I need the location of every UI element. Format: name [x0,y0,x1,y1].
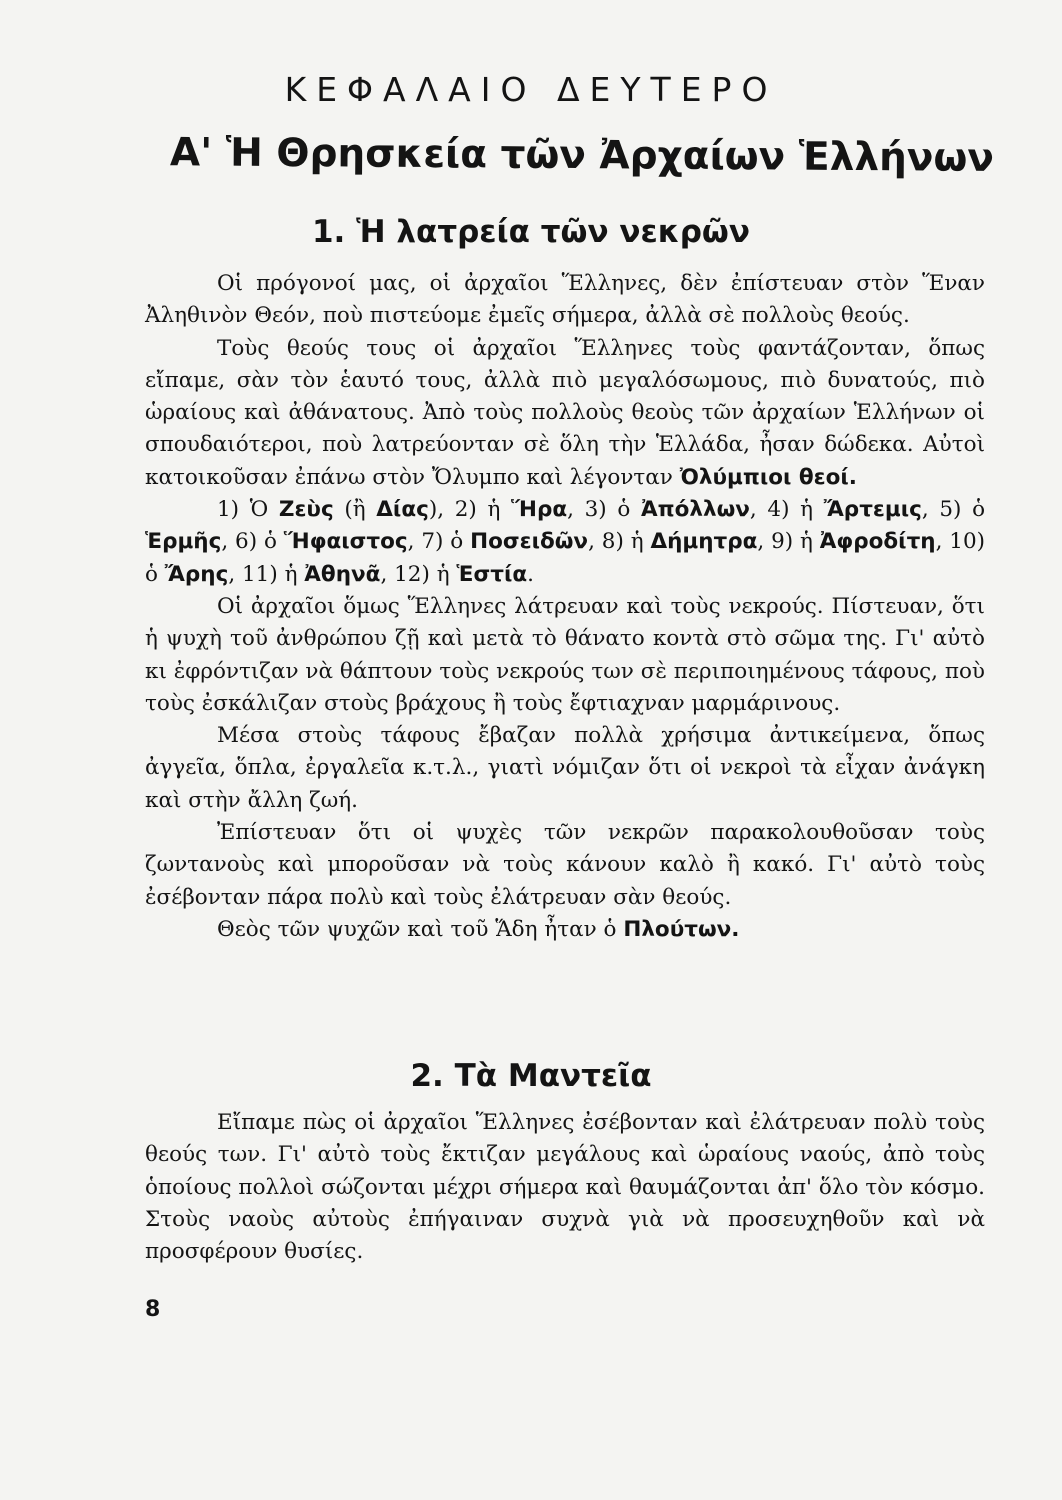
god-name: Ζεὺς [278,497,334,523]
god-name: Ἑστία [456,561,528,587]
section-2-body [145,1107,985,1268]
god-name: Ἑρμῆς [145,529,222,555]
paragraph [145,914,985,946]
paragraph: Οἱ πρόγονοί μας, οἱ ἀρχαῖοι Ἕλληνες, δὲν ἐπίστευαν στὸν Ἕναν Ἀληθινὸν Θεόν, ποὺ πιστεύομε ἐμεῖς σήμερα, ἀλλὰ σὲ πολλοὺς θεούς. [145,271,985,329]
page-number: 8 [145,1297,161,1322]
god-name: Ἥρα [511,497,568,523]
god-name: Ποσειδῶν [470,529,589,555]
god-name: Ἄρης [164,561,229,587]
section-1-heading: 1. Ἡ λατρεία τῶν νεκρῶν [311,214,750,250]
section-2-heading: 2. Τὰ Μαντεῖα [410,1058,652,1094]
god-alt-name: Δίας [376,497,429,523]
paragraph-text: Τοὺς θεούς τους οἱ ἀρχαῖοι Ἕλληνες τοὺς φαντάζονταν, ὅπως εἴπαμε, σὰν τὸν ἑαυτό τους, ἀλλὰ πιὸ μεγαλόσωμους, πιὸ δυνατούς, πιὸ ὡραίους καὶ ἀθάνατους. Ἀπὸ τοὺς πολλοὺς θεοὺς τῶν ἀρχαίων Ἑλλήνων οἱ σπουδαιότεροι, ποὺ λατρεύονταν σὲ ὅλη τὴν Ἑλλάδα, ἦσαν δώδεκα. Αὐτοὶ κατοικοῦσαν ἐπάνω στὸν Ὄλυμπο καὶ λέγονταν [145,335,985,490]
god-name: Ἀπόλλων [640,497,750,523]
god-item: 2) ἡ Ἥρα, [454,497,585,523]
god-name: Ἀθηνᾶ [304,561,381,587]
paragraph: Μέσα στοὺς τάφους ἔβαζαν πολλὰ χρήσιμα ἀντικείμενα, ὅπως ἀγγεῖα, ὅπλα, ἐργαλεῖα κ.τ.λ., γιατὶ νόμιζαν ὅτι οἱ νεκροὶ τὰ εἶχαν ἀνάγκη καὶ στὴν ἄλλη ζωή. [145,723,985,813]
chapter-label: ΚΕΦΑΛΑΙΟ ΔΕΥΤΕΡΟ [284,70,778,109]
paragraph: Ἐπίστευαν ὅτι οἱ ψυχὲς τῶν νεκρῶν παρακολουθοῦσαν τοὺς ζωντανοὺς καὶ μποροῦσαν νὰ τοὺς κάνουν καλὸ ἢ κακό. Γι' αὐτὸ τοὺς ἐσέβονταν πάρα πολὺ καὶ τοὺς ἐλάτρευαν σὰν θεούς. [145,820,985,910]
god-name: Ἀφροδίτη [819,529,936,555]
bold-term: Πλούτων. [623,916,740,942]
god-item: 3) ὁ Ἀπόλλων, [584,497,768,523]
paragraph: Εἴπαμε πὼς οἱ ἀρχαῖοι Ἕλληνες ἐσέβονταν καὶ ἐλάτρευαν πολὺ τοὺς θεούς των. Γι' αὐτὸ τοὺς ἔκτιζαν μεγάλους καὶ ὡραίους ναούς, ἀπὸ τοὺς ὁποίους πολλοὶ σώζονται μέχρι σήμερα καὶ θαυμάζονται ἀπ' ὅλο τὸν κόσμο. Στοὺς ναοὺς αὐτοὺς ἐπήγαιναν συχνὰ γιὰ νὰ προσευχηθοῦν καὶ νὰ προσφέρουν θυσίες. [145,1110,985,1265]
god-item: 8) ἡ Δήμητρα, [601,529,772,555]
paragraph: Οἱ ἀρχαῖοι ὅμως Ἕλληνες λάτρευαν καὶ τοὺς νεκρούς. Πίστευαν, ὅτι ἡ ψυχὴ τοῦ ἀνθρώπου ζῇ καὶ μετὰ τὸ θάνατο κοντὰ στὸ σῶμα της. Γι' αὐτὸ κι ἐφρόντιζαν νὰ θάπτουν τοὺς νεκρούς των σὲ περιποιημένους τάφους, ποὺ τοὺς ἐσκάλιζαν στοὺς βράχους ἢ τοὺς ἔφτιαχναν μαρμάρινους. [145,593,985,716]
god-name: Ἥφαιστος [283,529,408,555]
god-item: 1) Ὁ Ζεὺς (ἢ Δίας), [217,497,455,523]
god-item: 9) ἡ Ἀφροδίτη, [771,529,950,555]
section-1-body [145,268,985,946]
god-item: 6) ὁ Ἥφαιστος, [235,529,422,555]
bold-term: Ὀλύμπιοι θεοί. [679,464,857,490]
god-item: 11) ἡ Ἀθηνᾶ, [242,561,395,587]
god-name: Ἄρτεμις [823,497,922,523]
god-item: 5) ὁ Ἑρμῆς, [145,497,986,555]
paragraph-text: Θεὸς τῶν ψυχῶν καὶ τοῦ Ἅδη ἦταν ὁ [217,916,617,942]
god-item: 10) ὁ Ἄρης, [145,529,986,587]
god-item: 4) ἡ Ἄρτεμις, [767,497,940,523]
god-name: Δήμητρα [650,529,758,555]
gods-list [145,494,985,591]
god-item: 7) ὁ Ποσειδῶν, [421,529,602,555]
god-item: 12) ἡ Ἑστία. [394,561,534,587]
page-title: Α' Ἡ Θρησκεία τῶν Ἀρχαίων Ἑλλήνων [169,130,995,181]
paragraph [145,333,985,494]
